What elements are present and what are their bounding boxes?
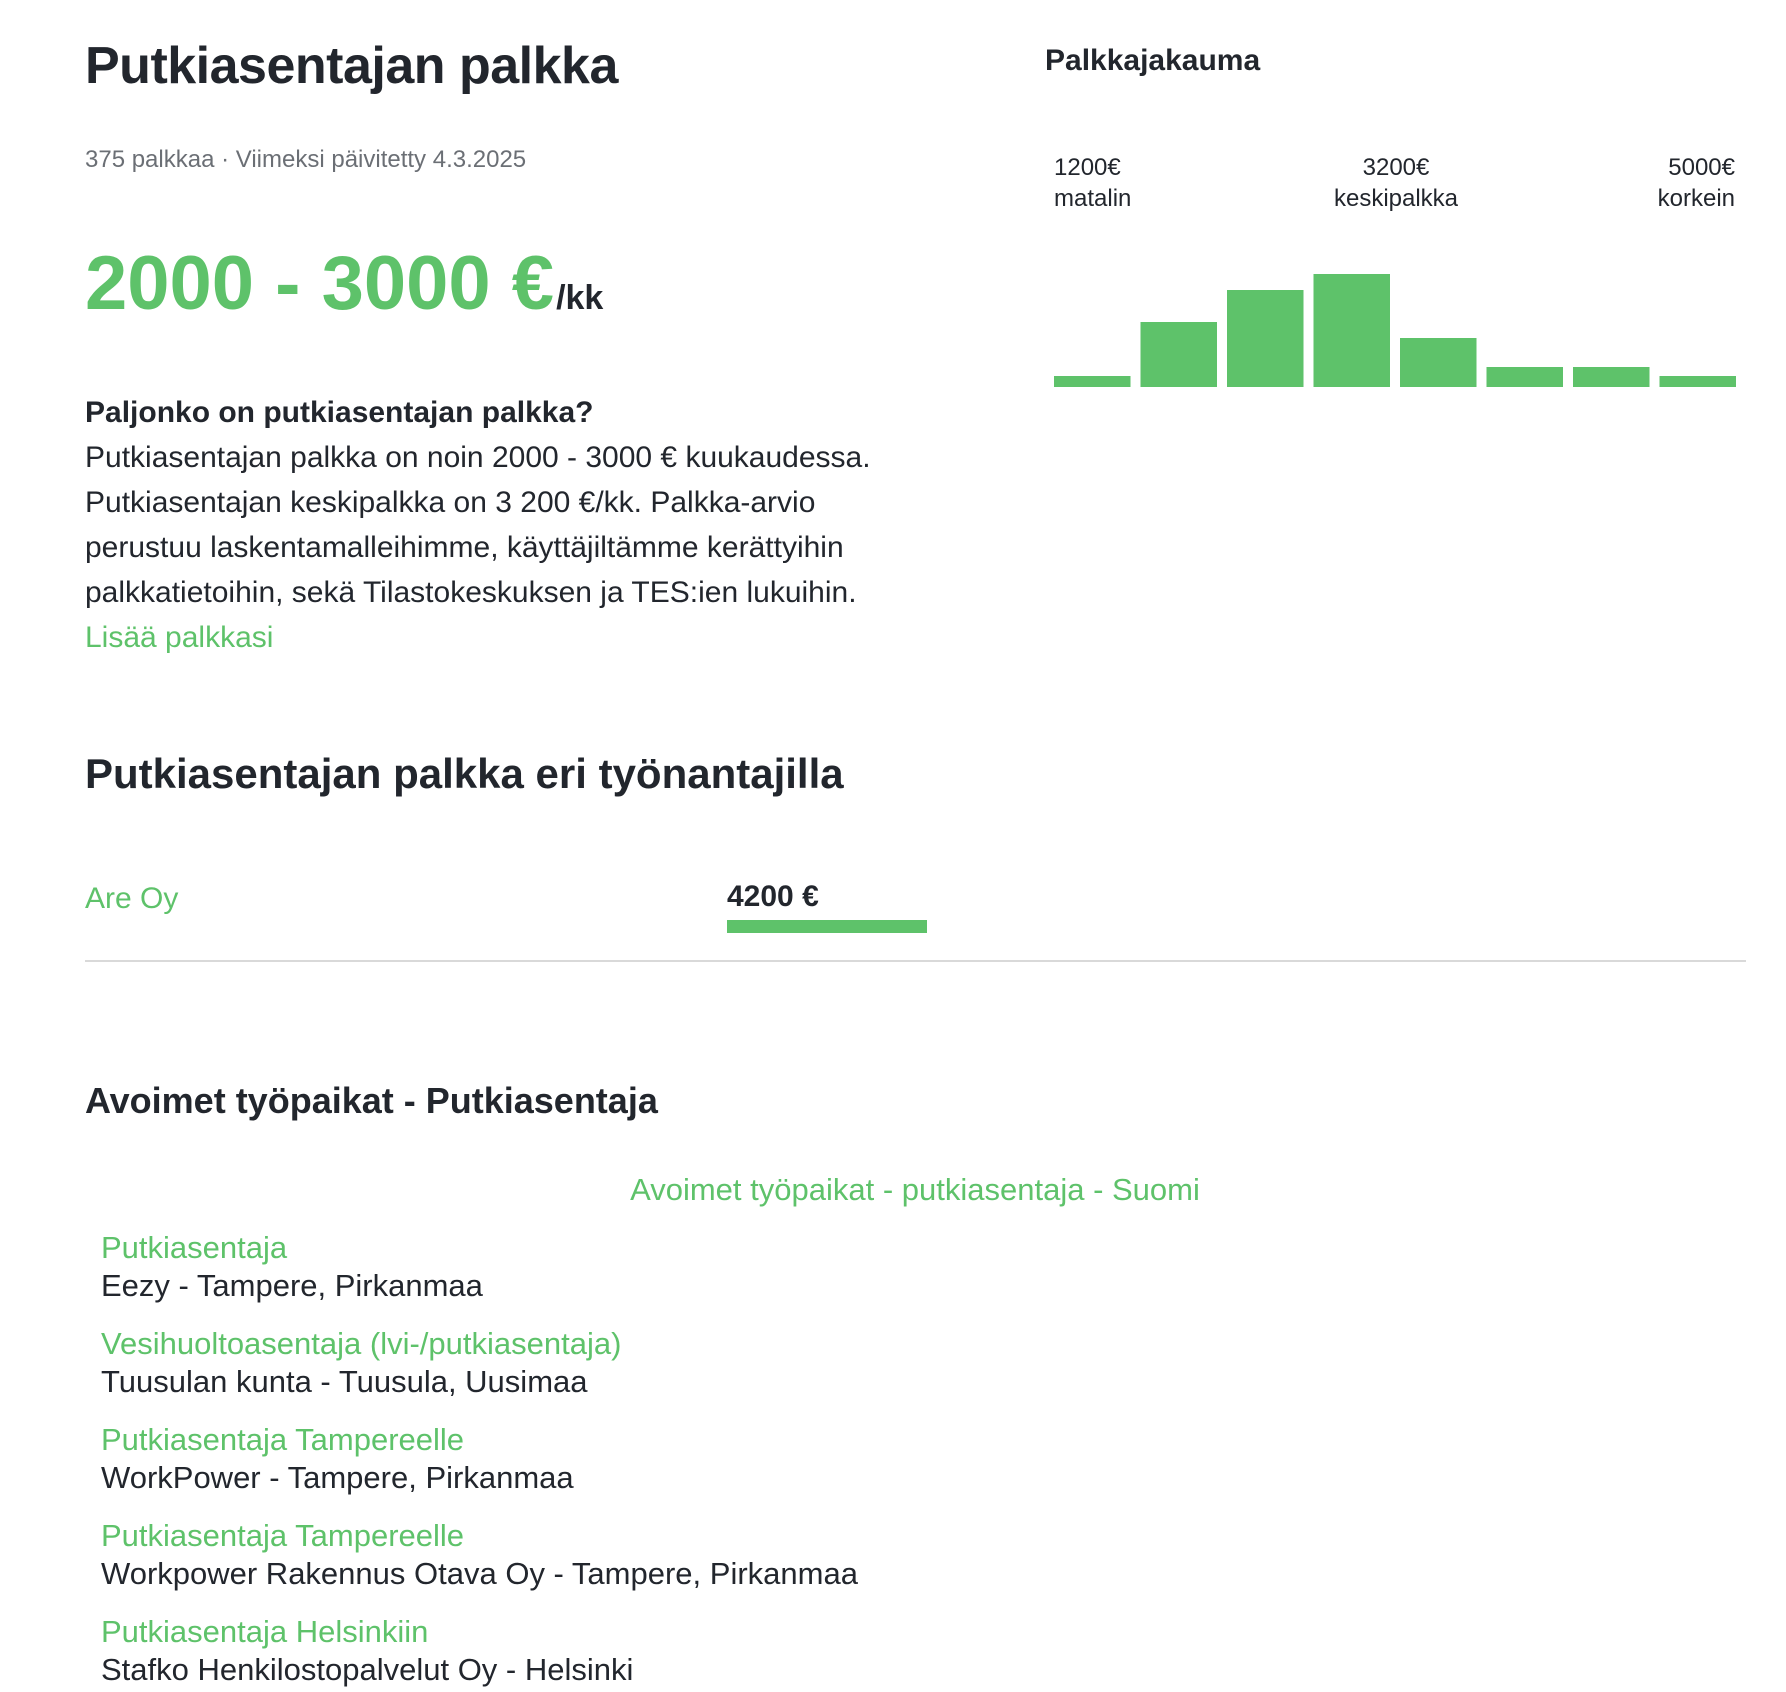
job-item: [101, 1229, 1301, 1325]
histogram-bar-4: [1314, 274, 1391, 387]
salary-range: [85, 240, 603, 327]
salary-range-unit: /kk: [556, 279, 604, 317]
distribution-high: [1658, 152, 1735, 214]
distribution-title: Palkkajakauma: [1045, 44, 1261, 77]
distribution-low-value: 1200€: [1054, 154, 1121, 181]
distribution-high-value: 5000€: [1668, 154, 1735, 181]
description-body: Putkiasentajan palkka on noin 2000 - 3000 € kuukaudessa. Putkiasentajan keskipalkka on 3 200 €/kk. Palkka-arvio perustuu laskentamalleihimme, käyttäjiltämme kerättyihin palkkatietoihin, sekä Tilastokeskuksen ja TES:ien lukuihin.: [85, 441, 871, 609]
job-title-link[interactable]: Putkiasentaja Tampereelle: [101, 1518, 465, 1553]
distribution-low: [1054, 152, 1131, 214]
distribution-high-label: korkein: [1657, 185, 1735, 212]
job-employer-location: Stafko Henkilostopalvelut Oy - Helsinki: [101, 1652, 634, 1687]
job-item: [101, 1613, 1301, 1692]
histogram-bar-5: [1400, 338, 1477, 387]
histogram-bar-3: [1227, 290, 1304, 387]
histogram-bar-6: [1487, 367, 1564, 387]
histogram-bar-2: [1141, 322, 1218, 387]
job-item: [101, 1421, 1301, 1517]
job-list: [101, 1229, 1301, 1692]
job-employer-location: Workpower Rakennus Otava Oy - Tampere, Pirkanmaa: [101, 1556, 858, 1591]
job-employer-location: WorkPower - Tampere, Pirkanmaa: [101, 1460, 574, 1495]
add-salary-link[interactable]: Lisää palkkasi: [85, 621, 274, 654]
job-title-link[interactable]: Putkiasentaja Tampereelle: [101, 1422, 465, 1457]
distribution-mid: [1326, 152, 1466, 214]
job-title-link[interactable]: Vesihuoltoasentaja (lvi-/putkiasentaja): [101, 1326, 622, 1361]
salary-range-value: 2000 - 3000 €: [85, 241, 555, 326]
distribution-mid-value: 3200€: [1362, 154, 1430, 181]
salary-description: [85, 390, 925, 660]
employer-salary-bar: [727, 920, 927, 933]
histogram-bar-1: [1054, 376, 1131, 387]
histogram-bar-7: [1573, 367, 1650, 387]
page-title: Putkiasentajan palkka: [85, 37, 618, 95]
salary-meta: 375 palkkaa · Viimeksi päivitetty 4.3.2025: [85, 146, 527, 173]
job-title-link[interactable]: Putkiasentaja Helsinkiin: [101, 1614, 429, 1649]
histogram-bar-8: [1660, 376, 1737, 387]
job-employer-location: Tuusulan kunta - Tuusula, Uusimaa: [101, 1364, 588, 1399]
distribution-mid-label: keskipalkka: [1333, 185, 1459, 212]
employers-title: Putkiasentajan palkka eri työnantajilla: [85, 750, 844, 797]
description-question: Paljonko on putkiasentajan palkka?: [85, 396, 594, 429]
jobs-title: Avoimet työpaikat - Putkiasentaja: [85, 1080, 658, 1121]
all-jobs-link[interactable]: Avoimet työpaikat - putkiasentaja - Suomi: [630, 1172, 1200, 1207]
job-item: [101, 1325, 1301, 1421]
job-employer-location: Eezy - Tampere, Pirkanmaa: [101, 1268, 483, 1303]
employer-salary: 4200 €: [727, 880, 819, 913]
job-title-link[interactable]: Putkiasentaja: [101, 1230, 288, 1265]
divider: [85, 960, 1746, 962]
job-item: [101, 1517, 1301, 1613]
employer-link[interactable]: Are Oy: [85, 882, 179, 915]
distribution-low-label: matalin: [1054, 185, 1132, 212]
salary-histogram: [1054, 240, 1736, 388]
